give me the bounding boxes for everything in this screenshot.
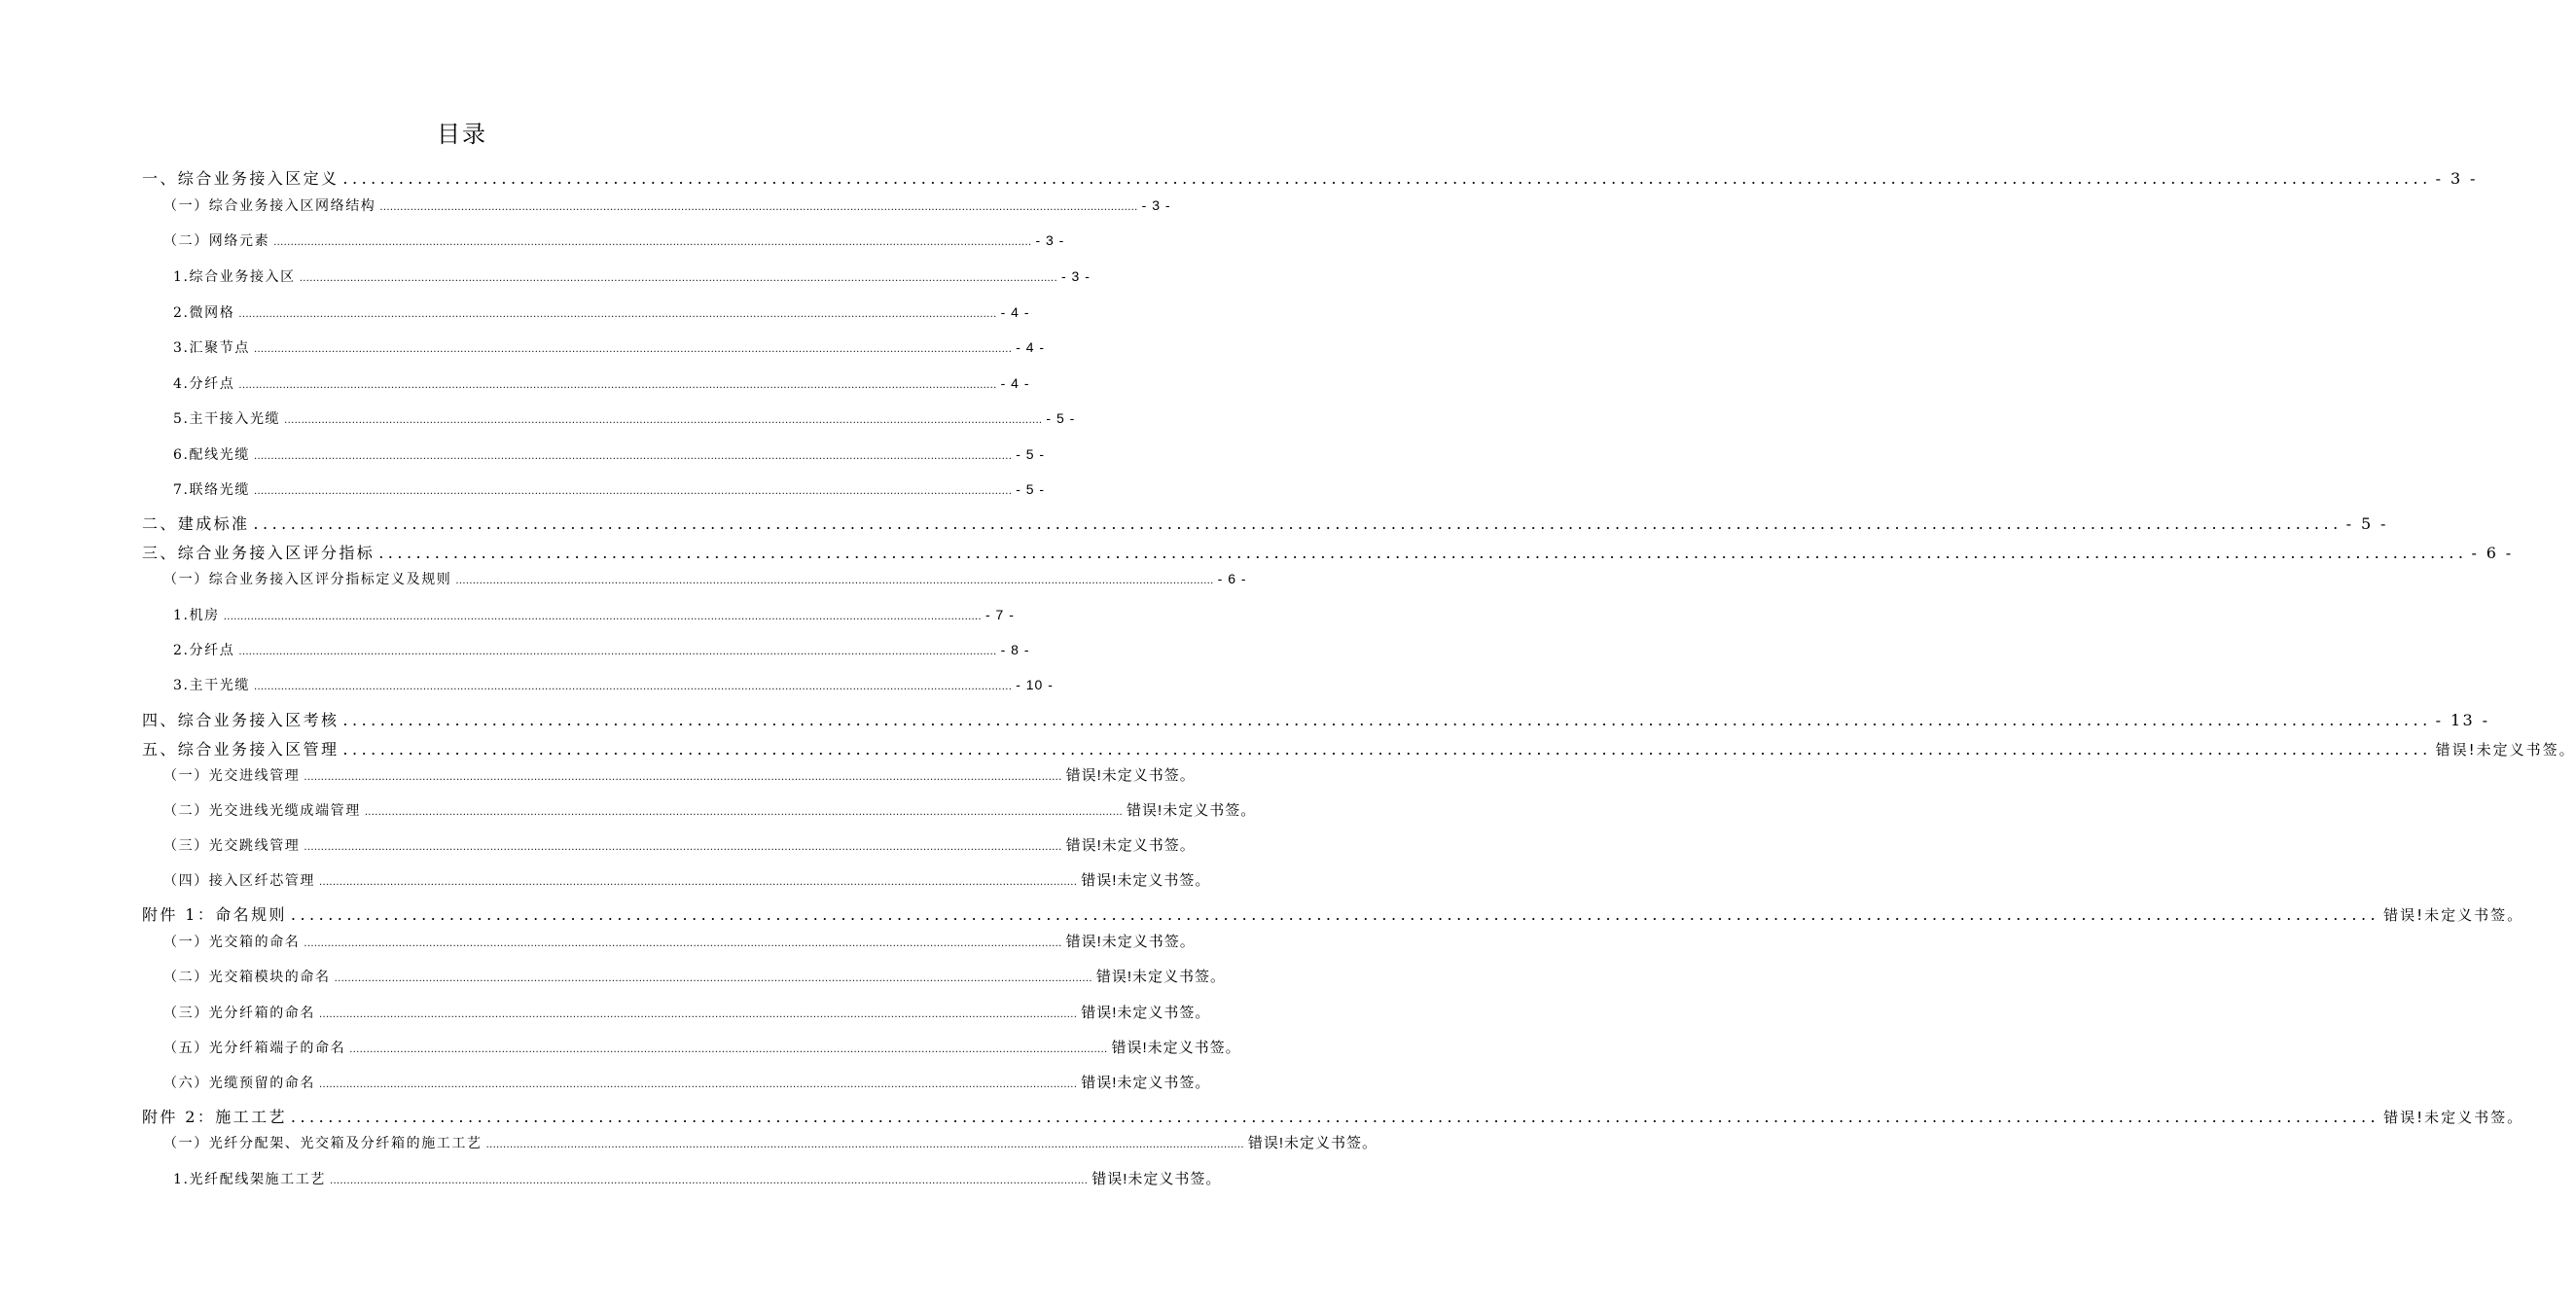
dot-leader: ................................................................................................................................................................................................................................ (379, 202, 1138, 213)
dot-leader: ................................................................................................................................................................................................................................ (319, 1079, 1078, 1090)
dot-leader: ................................................................................................................................................................................................................................ (238, 309, 997, 320)
toc-entry[interactable] (163, 764, 1196, 785)
toc-entry-label: 三、综合业务接入区评分指标 (142, 544, 376, 562)
dot-leader: ................................................................................................................................................................................................................................ (253, 486, 1013, 497)
toc-entry-label: （三）光交跳线管理 (163, 838, 301, 854)
toc-entry-label: （一）光交进线管理 (163, 768, 301, 784)
toc-entry-label: 二、建成标准 (142, 514, 250, 533)
toc-entry[interactable] (173, 640, 1030, 659)
toc-entry-label: 6.配线光缆 (173, 447, 250, 463)
toc-entry-label: 4.分纤点 (173, 376, 235, 392)
toc-entry-page: 错误!未定义书签。 (1065, 767, 1196, 784)
toc-entry[interactable] (173, 373, 1030, 393)
toc-entry-label: （一）综合业务接入区评分指标定义及规则 (163, 572, 452, 587)
toc-entry[interactable] (163, 1037, 1241, 1057)
toc-entry-page: - 3 - (1141, 197, 1171, 213)
dot-leader: ................................................................................................................................................................................................................................ (253, 514, 2343, 533)
toc-entry-label: （一）光纤分配架、光交箱及分纤箱的施工工艺 (163, 1136, 483, 1151)
dot-leader: ................................................................................................................................................................................................................................ (342, 740, 2432, 759)
toc-entry-page: - 5 - (2345, 514, 2388, 533)
toc-entry-page: - 3 - (1035, 232, 1065, 248)
toc-entry-page: 错误!未定义书签。 (2383, 1109, 2524, 1126)
toc-entry-page: 错误!未定义书签。 (1127, 802, 1257, 819)
dot-leader: ................................................................................................................................................................................................................................ (284, 415, 1043, 426)
toc-entry-page: - 13 - (2435, 711, 2490, 729)
dot-leader: ................................................................................................................................................................................................................................ (455, 576, 1214, 586)
toc-entry[interactable] (163, 869, 1211, 890)
toc-entry[interactable] (173, 605, 1015, 624)
dot-leader: ................................................................................................................................................................................................................................ (329, 1176, 1089, 1186)
toc-entry[interactable] (142, 541, 2514, 563)
toc-entry[interactable] (173, 444, 1046, 464)
toc-entry-label: 5.主干接入光缆 (173, 411, 281, 427)
toc-entry-label: 2.分纤点 (173, 643, 235, 658)
toc-entry-label: 1.综合业务接入区 (173, 269, 296, 285)
toc-entry[interactable] (142, 737, 2576, 759)
toc-entry-label: 7.联络光缆 (173, 482, 250, 498)
toc-entry-page: - 3 - (1061, 268, 1091, 284)
toc-entry[interactable] (173, 337, 1046, 357)
dot-leader: ................................................................................................................................................................................................................................ (304, 938, 1062, 949)
toc-entry[interactable] (173, 675, 1054, 694)
toc-entry-page: 错误!未定义书签。 (2435, 741, 2576, 759)
toc-entry-page: - 6 - (1217, 571, 1247, 586)
toc-entry[interactable] (163, 1132, 1378, 1152)
toc-entry-label: （三）光分纤箱的命名 (163, 1006, 315, 1021)
toc-entry-label: 1.光纤配线架施工工艺 (173, 1172, 326, 1187)
toc-entry[interactable] (163, 834, 1196, 855)
toc-entry-label: 附件 2：施工工艺 (142, 1108, 287, 1126)
toc-entry-page: - 5 - (1016, 481, 1046, 497)
toc-entry-label: （六）光缆预留的命名 (163, 1076, 315, 1091)
toc-entry-page: 错误!未定义书签。 (1111, 1040, 1241, 1056)
dot-leader: ................................................................................................................................................................................................................................ (290, 1108, 2380, 1126)
dot-leader: ................................................................................................................................................................................................................................ (319, 877, 1078, 888)
toc-entry[interactable] (142, 1105, 2524, 1127)
toc-entry-page: 错误!未定义书签。 (1081, 1005, 1211, 1021)
toc-entry[interactable] (163, 799, 1257, 820)
toc-entry-label: 3.汇聚节点 (173, 340, 250, 356)
dot-leader: ................................................................................................................................................................................................................................ (349, 1044, 1108, 1055)
toc-entry-page: - 5 - (1046, 410, 1076, 426)
toc-entry[interactable] (173, 408, 1076, 428)
dot-leader: ................................................................................................................................................................................................................................ (319, 1009, 1078, 1020)
toc-entry[interactable] (163, 230, 1065, 250)
toc-entry[interactable] (142, 166, 2478, 189)
toc-entry[interactable] (163, 1072, 1211, 1092)
toc-entry-page: - 5 - (1016, 446, 1046, 462)
toc-entry-page: - 10 - (1016, 677, 1054, 692)
dot-leader: ................................................................................................................................................................................................................................ (485, 1140, 1244, 1150)
toc-entry-page: 错误!未定义书签。 (1065, 934, 1196, 950)
dot-leader: ................................................................................................................................................................................................................................ (223, 612, 982, 622)
toc-entry-page: 错误!未定义书签。 (1081, 872, 1211, 889)
toc-entry-page: - 4 - (1000, 304, 1030, 320)
dot-leader: ................................................................................................................................................................................................................................ (378, 544, 2468, 562)
toc-entry[interactable] (163, 931, 1196, 951)
toc-entry-label: 四、综合业务接入区考核 (142, 711, 340, 729)
toc-entry-page: - 4 - (1016, 339, 1046, 355)
toc-entry-label: （二）网络元素 (163, 233, 270, 249)
toc-entry-page: 错误!未定义书签。 (1091, 1171, 1222, 1187)
toc-entry-page: 错误!未定义书签。 (1065, 837, 1196, 854)
toc-entry-page: 错误!未定义书签。 (1247, 1135, 1378, 1151)
toc-entry-page: - 7 - (985, 607, 1015, 622)
toc-entry[interactable] (163, 1002, 1211, 1022)
toc-entry[interactable] (142, 708, 2490, 730)
dot-leader: ................................................................................................................................................................................................................................ (342, 711, 2432, 729)
toc-entry-label: 一、综合业务接入区定义 (142, 169, 340, 188)
toc-entry-label: （二）光交箱模块的命名 (163, 970, 331, 985)
toc-entry-page: - 8 - (1000, 642, 1030, 657)
toc-entry-page: - 6 - (2471, 544, 2514, 562)
toc-entry-label: （一）综合业务接入区网络结构 (163, 198, 376, 214)
dot-leader: ................................................................................................................................................................................................................................ (342, 169, 2432, 188)
toc-entry-page: 错误!未定义书签。 (2383, 906, 2524, 924)
toc-entry-page: 错误!未定义书签。 (1081, 1075, 1211, 1091)
toc-entry-label: 2.微网格 (173, 305, 235, 321)
toc-entry[interactable] (142, 512, 2388, 534)
toc-entry-label: （一）光交箱的命名 (163, 935, 301, 950)
toc-entry[interactable] (173, 266, 1091, 286)
toc-entry-label: 3.主干光缆 (173, 678, 250, 693)
toc-entry[interactable] (142, 902, 2524, 925)
toc-entry-label: 附件 1：命名规则 (142, 905, 287, 924)
dot-leader: ................................................................................................................................................................................................................................ (364, 807, 1124, 818)
toc-title: 目录 (437, 121, 487, 148)
dot-leader: ................................................................................................................................................................................................................................ (253, 682, 1013, 692)
dot-leader: ................................................................................................................................................................................................................................ (304, 842, 1062, 853)
toc-entry[interactable] (163, 195, 1171, 215)
dot-leader: ................................................................................................................................................................................................................................ (290, 905, 2380, 924)
toc-entry[interactable] (173, 302, 1030, 322)
dot-leader: ................................................................................................................................................................................................................................ (253, 344, 1013, 355)
toc-entry-label: （二）光交进线光缆成端管理 (163, 803, 361, 819)
toc-entry-label: 五、综合业务接入区管理 (142, 740, 340, 759)
toc-entry[interactable] (163, 569, 1247, 588)
toc-entry-label: 1.机房 (173, 608, 220, 623)
dot-leader: ................................................................................................................................................................................................................................ (238, 380, 997, 391)
toc-entry[interactable] (173, 1168, 1222, 1188)
toc-entry-label: （五）光分纤箱端子的命名 (163, 1041, 346, 1056)
toc-entry-label: （四）接入区纤芯管理 (163, 873, 315, 889)
dot-leader: ................................................................................................................................................................................................................................ (238, 647, 997, 657)
dot-leader: ................................................................................................................................................................................................................................ (253, 451, 1013, 462)
dot-leader: ................................................................................................................................................................................................................................ (299, 273, 1057, 284)
dot-leader: ................................................................................................................................................................................................................................ (273, 237, 1032, 248)
toc-entry-page: - 4 - (1000, 375, 1030, 391)
toc-entry[interactable] (163, 966, 1227, 986)
toc-entry-page: - 3 - (2435, 169, 2478, 188)
dot-leader: ................................................................................................................................................................................................................................ (304, 772, 1062, 783)
toc-entry[interactable] (173, 479, 1046, 499)
toc-entry-page: 错误!未定义书签。 (1095, 969, 1227, 985)
dot-leader: ................................................................................................................................................................................................................................ (334, 973, 1092, 984)
